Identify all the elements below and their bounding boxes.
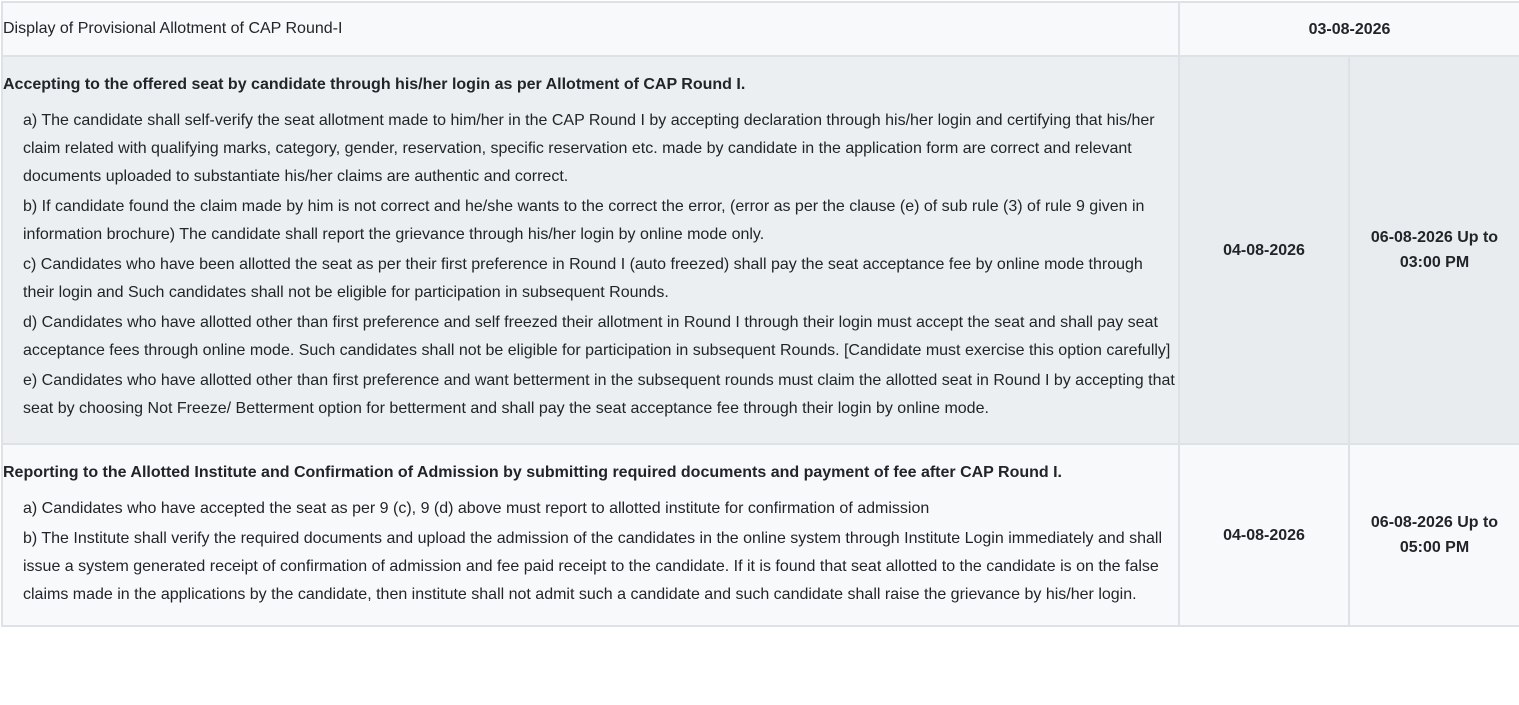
activity-date: 03-08-2026: [1308, 20, 1391, 38]
table-row: [2, 56, 1519, 444]
end-date-cell: [1349, 444, 1519, 626]
activity-item: a) Candidates who have accepted the seat as per 9 (c), 9 (d) above must report to allotted institute for confirmation of admission: [23, 500, 930, 517]
date-cell: [1179, 2, 1519, 56]
activity-item: b) If candidate found the claim made by him is not correct and he/she wants to the correct the error, (error as per the clause (e) of sub rule (3) of rule 9 given in information brochure) The candidate shall report the grievance through his/her login by online mode only.: [23, 198, 1145, 243]
activity-cell: [2, 2, 1179, 56]
end-time: 03:00 PM: [1399, 254, 1470, 271]
end-date-cell: [1349, 56, 1519, 444]
table-row: [2, 2, 1519, 56]
cap-schedule-table: [1, 1, 1519, 627]
end-time: 05:00 PM: [1399, 539, 1470, 556]
activity-item: c) Candidates who have been allotted the seat as per their first preference in Round I (auto freezed) shall pay the seat acceptance fee by online mode through their login and Such candidates shall not be eligible for participation in subsequent Rounds.: [23, 256, 1143, 301]
end-date: 06-08-2026 Up to: [1370, 514, 1499, 531]
activity-item: a) The candidate shall self-verify the seat allotment made to him/her in the CAP Round I by accepting declaration through his/her login and certifying that his/her claim related with qualifying marks, category, gender, reservation, specific reservation etc. made by candidate in the application form are correct and relevant documents uploaded to substantiate his/her claims are authentic and correct.: [23, 112, 1155, 185]
start-date-cell: [1179, 56, 1349, 444]
activity-title: Display of Provisional Allotment of CAP Round-I: [3, 20, 343, 37]
activity-heading: Accepting to the offered seat by candidate through his/her login as per Allotment of CAP Round I.: [3, 76, 746, 93]
end-date: 06-08-2026 Up to: [1370, 229, 1499, 246]
activity-cell: [2, 444, 1179, 626]
activity-item: b) The Institute shall verify the required documents and upload the admission of the candidates in the online system through Institute Login immediately and shall issue a system generated receipt of confirmation of admission and fee paid receipt to the candidate. If it is found that seat allotted to the candidate is on the false claims made in the applications by the candidate, then institute shall not admit such a candidate and such candidate shall raise the grievance by his/her login.: [23, 530, 1163, 603]
table-row: [2, 444, 1519, 626]
start-date: 04-08-2026: [1223, 526, 1305, 544]
activity-item: e) Candidates who have allotted other than first preference and want betterment in the subsequent rounds must claim the allotted seat in Round I by accepting that seat by choosing Not Freeze/ Betterment option for betterment and shall pay the seat acceptance fee through their login by online mode.: [23, 372, 1175, 417]
activity-cell: [2, 56, 1179, 444]
start-date-cell: [1179, 444, 1349, 626]
activity-item: d) Candidates who have allotted other than first preference and self freezed their allotment in Round I through their login must accept the seat and shall pay seat acceptance fees through online mode. Such candidates shall not be eligible for participation in subsequent Rounds. [Candidate must exercise this option carefully]: [23, 314, 1171, 359]
activity-heading: Reporting to the Allotted Institute and Confirmation of Admission by submitting required documents and payment of fee after CAP Round I.: [3, 464, 1062, 481]
start-date: 04-08-2026: [1223, 241, 1305, 259]
